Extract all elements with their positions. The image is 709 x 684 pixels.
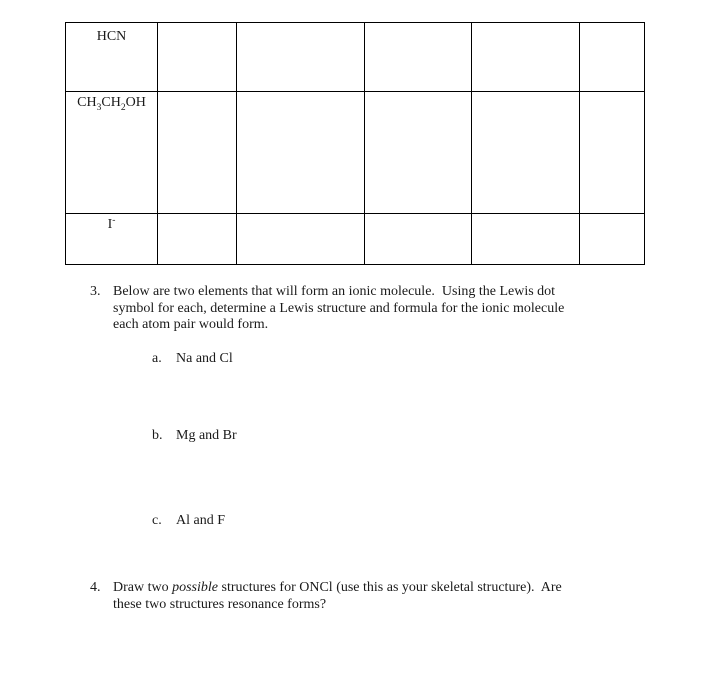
question-4-text (113, 580, 562, 613)
question-3-item-a (138, 334, 233, 384)
table-cell (472, 92, 580, 214)
question-3-line-3: each atom pair would form. (113, 317, 269, 332)
table-row (66, 214, 645, 265)
substance-cell (66, 214, 158, 265)
table-cell (365, 23, 472, 92)
table-cell (237, 23, 365, 92)
table-cell (580, 23, 645, 92)
question-4-number: 4. (90, 580, 101, 595)
question-4-line-2: these two structures resonance forms? (113, 596, 327, 612)
item-a-text: Na and Cl (176, 350, 233, 366)
question-3-text (113, 284, 564, 334)
question-3-line-1: Below are two elements that will form an ionic molecule. Using the Lewis dot (113, 284, 556, 299)
table-cell (580, 92, 645, 214)
item-b-text: Mg and Br (176, 427, 237, 443)
question-3-item-c (138, 496, 225, 546)
question-3 (90, 284, 564, 334)
item-c-letter: c. (152, 512, 162, 528)
table-cell (365, 92, 472, 214)
question-4 (90, 580, 562, 613)
table-cell (237, 92, 365, 214)
table-cell (158, 92, 237, 214)
table-row (66, 92, 645, 214)
table-cell (580, 214, 645, 265)
item-c-text: Al and F (176, 512, 225, 528)
substance-label-hcn: HCN (96, 29, 127, 44)
question-3-number: 3. (90, 284, 101, 299)
table-row (66, 23, 645, 92)
item-b-letter: b. (152, 427, 163, 443)
question-4-line-1: Draw two possible structures for ONCl (use this as your skeletal structure). Are (113, 580, 562, 595)
substance-label-ethanol: $CH_3CH_2OH$ (77, 95, 146, 113)
table-cell (158, 23, 237, 92)
substance-cell (66, 23, 158, 92)
table-cell (158, 214, 237, 265)
substances-table (65, 22, 645, 265)
table-cell (365, 214, 472, 265)
item-a-letter: a. (152, 350, 162, 366)
question-3-item-b (138, 411, 237, 461)
table-cell (472, 214, 580, 265)
question-3-line-2: symbol for each, determine a Lewis structure and formula for the ionic molecule (113, 300, 565, 316)
table-cell (237, 214, 365, 265)
substance-cell (66, 92, 158, 214)
table-cell (472, 23, 580, 92)
substance-label-iodide: I- (107, 215, 116, 232)
